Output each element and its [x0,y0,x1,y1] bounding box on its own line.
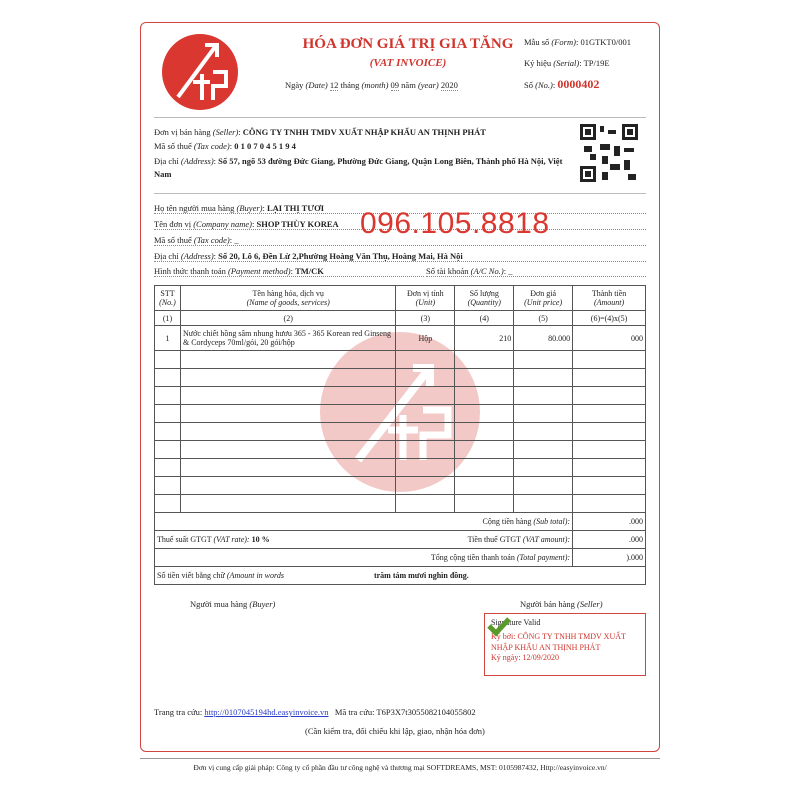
invoice-date: Ngày (Date) 12 tháng (month) 09 năm (year) 2020 [285,80,458,90]
goods-table [154,285,646,585]
total-row: Tổng cộng tiền thanh toán (Total payment): ).000 [155,549,646,567]
buyer-tax-code: Mã số thuế (Tax code): _ [154,235,646,246]
header-price: Đơn giá (Unit price) [514,286,573,311]
table-row [155,459,646,477]
table-row [155,477,646,495]
table-row [155,441,646,459]
seller-name: Đơn vị bán hàng (Seller): CÔNG TY TNHH TMDV XUẤT NHẬP KHẨU AN THỊNH PHÁT [154,127,486,137]
header-name: Tên hàng hóa, dịch vụ (Name of goods, services) [180,286,395,311]
seller-address: Địa chỉ (Address): Số 57, ngõ 53 đường Đức Giang, Phường Đức Giang, Quận Long Biên, Thành phố Hà Nội, Việt Nam [154,156,563,179]
lookup-line: Trang tra cứu: http://0107045194hd.easyinvoice.vn Mã tra cứu: T6P3X7t3055082104055802 [154,707,476,717]
table-row [155,369,646,387]
account-number: Số tài khoản (A/C No.): _ [426,266,646,277]
table-row [155,423,646,441]
signed-by: Ký bởi: CÔNG TY TNHH TMDV XUẤT NHẬP KHẨU AN THỊNH PHÁT [491,632,626,652]
seller-tax-code: Mã số thuế (Tax code): 0 1 0 7 0 4 5 1 9 4 [154,141,296,151]
invoice-number: Số (No.): 0000402 [524,77,600,91]
payment-method: Hình thức thanh toán (Payment method): TM/CK [154,266,424,277]
header-no: STT (No.) [155,286,181,311]
buyer-signature-label: Người mua hàng (Buyer) [190,599,276,609]
lookup-note: (Cần kiểm tra, đối chiếu khi lập, giao, nhận hóa đơn) [305,726,485,736]
amount-words-row: Số tiền viết bằng chữ (Amount in words trăm tám mươi nghìn đồng. [155,567,646,585]
buyer-company: Tên đơn vị (Company name): SHOP THÙY KOREA [154,219,646,230]
checkmark-icon [486,615,512,637]
signature-valid-text: Signature Valid [491,618,541,627]
invoice-title: HÓA ĐƠN GIÁ TRỊ GIA TĂNG [302,36,514,52]
lookup-url-link[interactable]: http://0107045194hd.easyinvoice.vn [204,707,329,717]
table-row [155,387,646,405]
qr-code-icon [580,124,638,182]
seller-signature-label: Người bán hàng (Seller) [520,599,603,609]
company-logo-icon [160,32,240,112]
table-row [155,351,646,369]
table-header [155,286,646,311]
buyer-address: Địa chỉ (Address): Số 20, Lô 6, Đền Lừ 2,Phường Hoàng Văn Thụ, Hoàng Mai, Hà Nội [154,251,646,262]
header-qty: Số lượng (Quantity) [455,286,514,311]
vat-row: Thuế suất GTGT (VAT rate): 10 % Tiền thuế GTGT (VAT amount): .000 [155,531,646,549]
divider [154,193,646,194]
serial-number: Ký hiệu (Serial): TP/19E [524,58,610,68]
table-row [155,495,646,513]
phone-overlay: 096.105.8818 [360,207,550,240]
divider [154,117,646,118]
buyer-name: Họ tên người mua hàng (Buyer): LẠI THỊ TƯƠI [154,203,646,214]
invoice-subtitle: (VAT INVOICE) [369,57,447,69]
table-row [155,405,646,423]
header-amount: Thành tiền (Amount) [573,286,646,311]
signed-date: Ký ngày: 12/09/2020 [491,653,559,662]
footer-provider: Đơn vị cung cấp giải pháp: Công ty cổ phần đầu tư công nghệ và thương mại SOFTDREAMS, MST: 0105987432, Http://easyinvoice.vn/ [193,763,607,772]
table-row: 1 Nước chiết hồng sâm nhung hươu 365 - 365 Korean red Ginseng & Cordyceps 70ml/gói, 20 gói/hộp Hộp 210 80.000 000 [155,326,646,351]
footer-divider [140,758,660,759]
subtotal-row: Cộng tiền hàng (Sub total): .000 [155,513,646,531]
header-unit: Đơn vị tính (Unit) [396,286,455,311]
form-number: Mẫu số (Form): 01GTKT0/001 [524,37,631,47]
column-numbers: (1) (2) (3) (4) (5) (6)=(4)x(5) [155,311,646,326]
